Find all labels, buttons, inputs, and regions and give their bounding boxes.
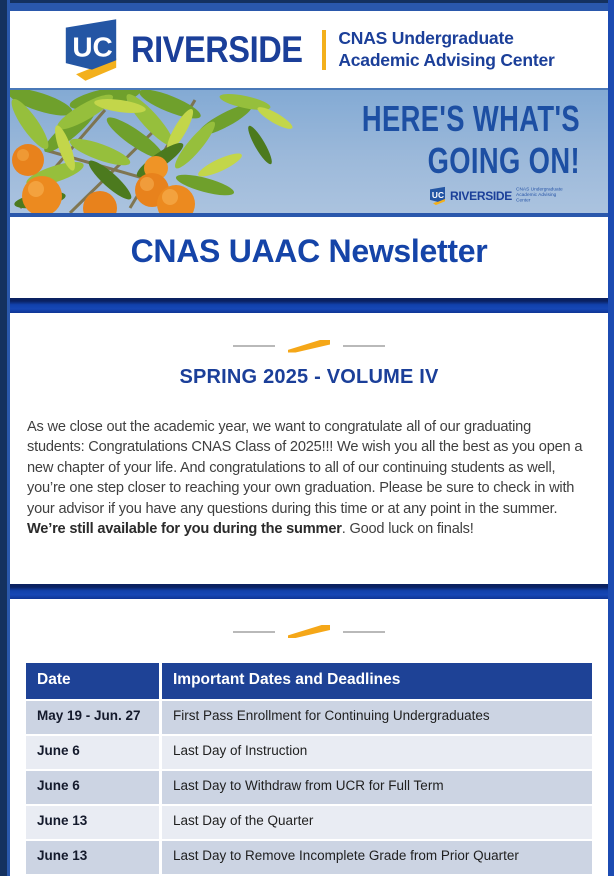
table-row [26, 736, 592, 769]
divider-line-left [233, 631, 275, 633]
page-border-right [608, 0, 614, 876]
riverside-wordmark: RIVERSIDE [131, 28, 303, 70]
date-cell: June 13 [26, 841, 159, 874]
gold-swoosh-icon [288, 625, 330, 638]
divider-line-left [233, 345, 275, 347]
date-cell: May 19 - Jun. 27 [26, 701, 159, 734]
mini-shield-icon [429, 186, 446, 206]
table-header-date: Date [26, 663, 159, 699]
table-row [26, 701, 592, 734]
date-cell: June 6 [26, 771, 159, 804]
divider-line-right [343, 345, 385, 347]
banner-mini-logo [429, 185, 586, 206]
banner-headline-line2: GOING ON! [427, 140, 580, 182]
table-row [26, 806, 592, 839]
gold-swoosh-icon [288, 340, 330, 353]
department-line2: Academic Advising Center [338, 49, 555, 70]
decorative-divider [10, 339, 608, 353]
svg-text:UC: UC [72, 31, 114, 63]
banner-headline [362, 98, 580, 183]
mini-department [516, 187, 572, 204]
event-cell: Last Day to Remove Incomplete Grade from Prior Quarter [162, 841, 592, 874]
intro-text-bold: We’re still available for you during the summer [27, 521, 342, 538]
table-header-event: Important Dates and Deadlines [162, 663, 592, 699]
decorative-divider [10, 625, 608, 639]
section-divider-bar [10, 584, 608, 599]
event-cell: Last Day to Withdraw from UCR for Full Term [162, 771, 592, 804]
divider-line-right [343, 631, 385, 633]
hero-banner [10, 88, 608, 217]
edition-heading: SPRING 2025 - VOLUME IV [179, 366, 439, 388]
masthead [10, 11, 608, 88]
important-dates-table [26, 663, 592, 876]
intro-paragraph [27, 417, 592, 540]
ucr-shield-logo [63, 16, 119, 84]
department-line1: CNAS Undergraduate [338, 27, 514, 48]
section-divider-bar [10, 298, 608, 313]
svg-text:UC: UC [431, 189, 444, 200]
mini-department-line2: Academic Advising Center [516, 192, 557, 204]
banner-headline-line1: HERE'S WHAT'S [361, 98, 580, 139]
date-cell: June 6 [26, 736, 159, 769]
mini-wordmark: RIVERSIDE [450, 188, 512, 203]
department-name [338, 28, 554, 72]
table-row [26, 841, 592, 874]
newsletter-title: CNAS UAAC Newsletter [130, 233, 488, 269]
event-cell: Last Day of Instruction [162, 736, 592, 769]
mini-department-line1: CNAS Undergraduate [516, 187, 563, 193]
email-body [10, 11, 608, 876]
intro-text-before: As we close out the academic year, we want to congratulate all of our graduating students: Congratulations CNAS Class of 2025!!! We wish you all the best as you open a new chapter of your life. And congratulations to all of our continuing students as well, you’re one step closer to reaching your own graduation. Please be sure to check in with your advisor if you have any questions during this time or at any point in the summer. [27, 419, 583, 517]
gold-divider [322, 30, 326, 70]
table-row [26, 771, 592, 804]
event-cell: First Pass Enrollment for Continuing Undergraduates [162, 701, 592, 734]
intro-text-after: . Good luck on finals! [341, 521, 474, 538]
table-header-row [26, 663, 592, 699]
date-cell: June 13 [26, 806, 159, 839]
page-border-left [0, 0, 10, 876]
page-border-top [0, 0, 614, 11]
event-cell: Last Day of the Quarter [162, 806, 592, 839]
